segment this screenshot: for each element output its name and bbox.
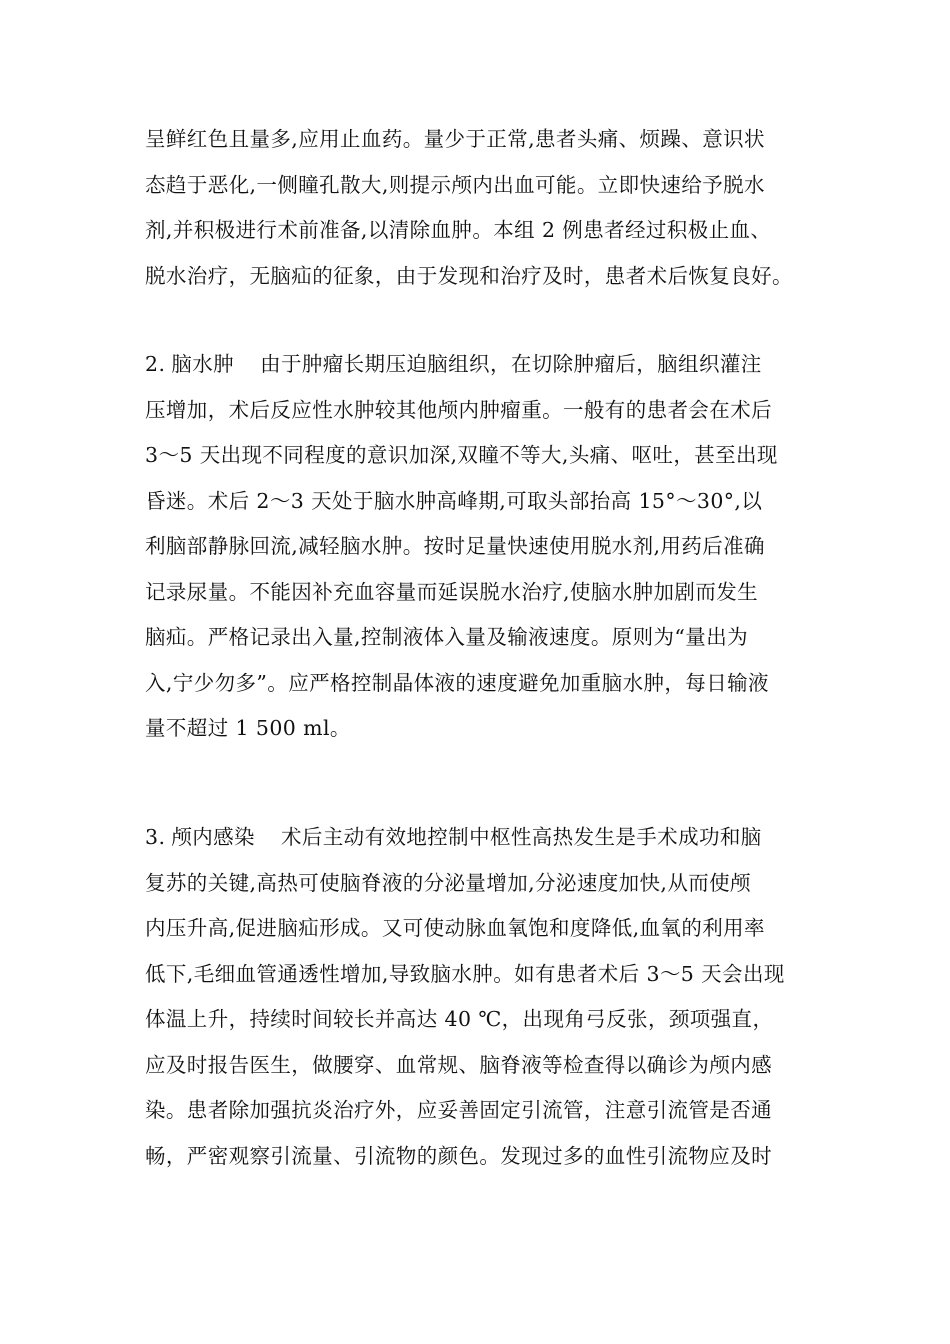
text-line: 脑疝。严格记录出入量,控制液体入量及输液速度。原则为“量出为 (145, 625, 748, 649)
section-heading: 颅内感染 (171, 825, 255, 849)
paragraph-hemorrhage-continuation (145, 117, 810, 299)
text-line: 3～5 天出现不同程度的意识加深,双瞳不等大,头痛、呕吐，甚至出现 (145, 443, 778, 467)
text-line: 染。患者除加强抗炎治疗外，应妥善固定引流管，注意引流管是否通 (145, 1098, 772, 1122)
text-line-rest: 术后主动有效地控制中枢性高热发生是手术成功和脑 (280, 825, 762, 849)
text-line: 体温上升，持续时间较长并高达 40 ℃，出现角弓反张，颈项强直， (145, 1007, 774, 1031)
text-line: 利脑部静脉回流,减轻脑水肿。按时足量快速使用脱水剂,用药后准确 (145, 534, 765, 558)
text-line-rest: 由于肿瘤长期压迫脑组织，在切除肿瘤后，脑组织灌注 (260, 352, 762, 376)
text-line (145, 342, 810, 388)
text-line: 态趋于恶化,一侧瞳孔散大,则提示颅内出血可能。立即快速给予脱水 (145, 172, 765, 197)
section-number: 2. (145, 352, 166, 376)
text-line: 入,宁少勿多”。应严格控制晶体液的速度避免加重脑水肿，每日输液 (145, 670, 769, 695)
text-line: 低下,毛细血管通透性增加,导致脑水肿。如有患者术后 3～5 天会出现 (145, 961, 785, 986)
text-line: 畅，严密观察引流量、引流物的颜色。发现过多的血性引流物应及时 (145, 1143, 772, 1168)
text-line (145, 815, 810, 861)
text-line: 压增加，术后反应性水肿较其他颅内肿瘤重。一般有的患者会在术后 (145, 397, 772, 422)
text-line: 呈鲜红色且量多,应用止血药。量少于正常,患者头痛、烦躁、意识状 (145, 127, 765, 151)
text-line: 内压升高,促进脑疝形成。又可使动脉血氧饱和度降低,血氧的利用率 (145, 916, 765, 940)
text-line: 昏迷。术后 2～3 天处于脑水肿高峰期,可取头部抬高 15°～30°,以 (145, 488, 763, 513)
section-number: 3. (145, 825, 166, 849)
text-line: 记录尿量。不能因补充血容量而延误脱水治疗,使脑水肿加剧而发生 (145, 579, 759, 604)
text-line: 量不超过 1 500 ml。 (145, 716, 351, 740)
section-heading: 脑水肿 (171, 352, 235, 376)
paragraph-brain-edema (145, 342, 810, 752)
text-line: 脱水治疗，无脑疝的征象，由于发现和治疗及时，患者术后恢复良好。 (145, 263, 793, 288)
text-line: 复苏的关键,高热可使脑脊液的分泌量增加,分泌速度加快,从而使颅 (145, 870, 751, 895)
paragraph-intracranial-infection (145, 815, 810, 1179)
text-line: 剂,并积极进行术前准备,以清除血肿。本组 2 例患者经过积极止血、 (145, 218, 772, 242)
text-line: 应及时报告医生，做腰穿、血常规、脑脊液等检查得以确诊为颅内感 (145, 1052, 772, 1077)
